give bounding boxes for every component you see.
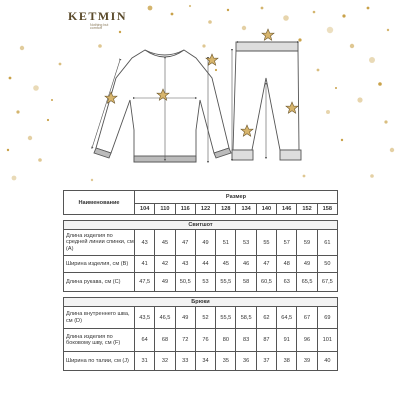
table-row [64, 230, 338, 256]
table-cell: 44 [195, 256, 215, 273]
table-cell: 69 [317, 307, 337, 329]
table-cell: 47 [175, 230, 195, 256]
table-cell: 47,5 [135, 273, 155, 292]
name-header: Наименование [64, 191, 135, 215]
table-cell: 60,5 [256, 273, 276, 292]
size-146: 146 [277, 204, 297, 215]
table-cell: 52 [195, 307, 215, 329]
table-cell: 67,5 [317, 273, 337, 292]
table-cell: 33 [175, 352, 195, 371]
table-cell: 96 [297, 329, 317, 352]
size-158: 158 [317, 204, 337, 215]
table-cell: 53 [236, 230, 256, 256]
table-cell: 45 [216, 256, 236, 273]
table-cell: 49 [195, 230, 215, 256]
table-cell: 43 [135, 230, 155, 256]
size-table [63, 190, 338, 371]
table-row [64, 352, 338, 371]
table-cell: 83 [236, 329, 256, 352]
table-cell: 61 [317, 230, 337, 256]
table-cell: 40 [317, 352, 337, 371]
table-row [64, 307, 338, 329]
table-cell: 58,5 [236, 307, 256, 329]
table-cell: 34 [195, 352, 215, 371]
table-row [64, 273, 338, 292]
table-cell: 59 [297, 230, 317, 256]
table-row [64, 329, 338, 352]
size-152: 152 [297, 204, 317, 215]
section-title-row [64, 298, 338, 307]
row-label: Ширина изделия, см (В) [64, 256, 135, 273]
section-title-row [64, 221, 338, 230]
table-cell: 68 [155, 329, 175, 352]
size-134: 134 [236, 204, 256, 215]
table-cell: 45 [155, 230, 175, 256]
table-cell: 51 [216, 230, 236, 256]
table-cell: 31 [135, 352, 155, 371]
pants-drawing [232, 42, 301, 160]
table-cell: 50,5 [175, 273, 195, 292]
table-cell: 63 [277, 273, 297, 292]
table-cell: 37 [256, 352, 276, 371]
row-label: Длина изделия по боковому шву, см (F) [64, 329, 135, 352]
table-cell: 43,5 [135, 307, 155, 329]
row-label: Длина внутреннего шва, см (D) [64, 307, 135, 329]
size-128: 128 [216, 204, 236, 215]
table-cell: 32 [155, 352, 175, 371]
table-cell: 57 [277, 230, 297, 256]
table-cell: 67 [297, 307, 317, 329]
table-cell: 46,5 [155, 307, 175, 329]
table-cell: 64,5 [277, 307, 297, 329]
table-cell: 41 [135, 256, 155, 273]
table-cell: 36 [236, 352, 256, 371]
table-cell: 53 [195, 273, 215, 292]
table-cell: 35 [216, 352, 236, 371]
table-cell: 42 [155, 256, 175, 273]
table-cell: 64 [135, 329, 155, 352]
table-cell: 65,5 [297, 273, 317, 292]
size-header: Размер [135, 191, 338, 204]
table-cell: 91 [277, 329, 297, 352]
table-cell: 62 [256, 307, 276, 329]
size-140: 140 [256, 204, 276, 215]
table-cell: 39 [297, 352, 317, 371]
brand-tagline-2: comfort [90, 26, 102, 30]
row-label: Длина изделия по средней линии спинки, см (А) [64, 230, 135, 256]
table-row [64, 256, 338, 273]
sweatshirt-drawing [94, 50, 231, 162]
table-cell: 46 [236, 256, 256, 273]
table-cell: 72 [175, 329, 195, 352]
size-104: 104 [135, 204, 155, 215]
table-cell: 76 [195, 329, 215, 352]
table-cell: 87 [256, 329, 276, 352]
table-cell: 49 [297, 256, 317, 273]
row-label: Ширина по талии, см (J) [64, 352, 135, 371]
table-cell: 49 [155, 273, 175, 292]
table-cell: 101 [317, 329, 337, 352]
table-cell: 58 [236, 273, 256, 292]
table-cell: 48 [277, 256, 297, 273]
section-title: Брюки [64, 298, 338, 307]
size-110: 110 [155, 204, 175, 215]
table-cell: 50 [317, 256, 337, 273]
row-label: Длина рукава, см (С) [64, 273, 135, 292]
table-cell: 43 [175, 256, 195, 273]
table-cell: 38 [277, 352, 297, 371]
table-cell: 55 [256, 230, 276, 256]
table-cell: 49 [175, 307, 195, 329]
section-title: Свитшот [64, 221, 338, 230]
brand-tagline-1: Nothing but [90, 23, 109, 27]
size-116: 116 [175, 204, 195, 215]
table-cell: 55,5 [216, 307, 236, 329]
size-122: 122 [195, 204, 215, 215]
table-cell: 80 [216, 329, 236, 352]
table-cell: 47 [256, 256, 276, 273]
table-cell: 55,5 [216, 273, 236, 292]
brand-name: KETMIN [68, 9, 128, 23]
